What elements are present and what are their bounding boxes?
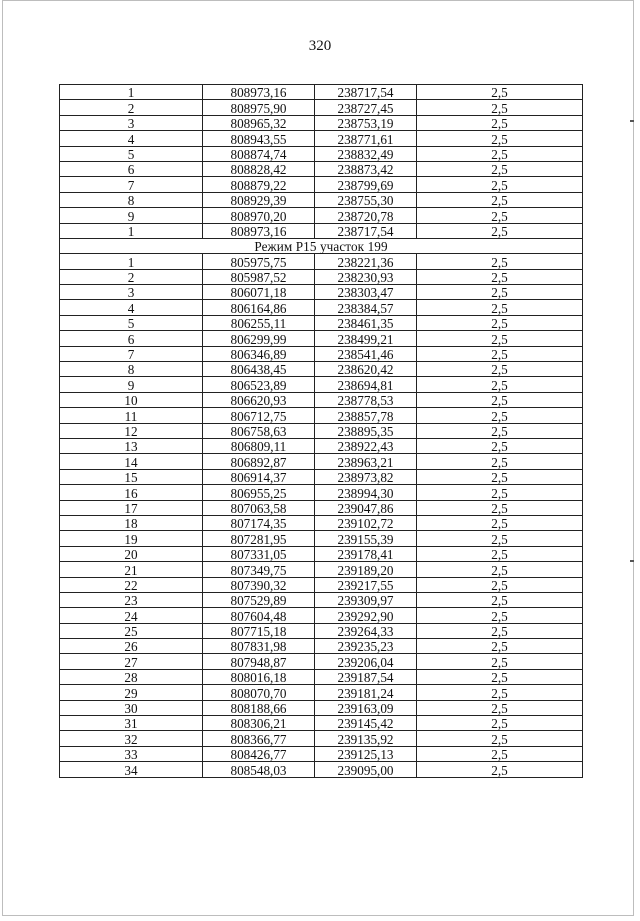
- y-coordinate-cell: 239292,90: [315, 608, 417, 623]
- point-number-cell: 34: [60, 762, 203, 777]
- y-coordinate-cell: 239217,55: [315, 577, 417, 592]
- table-row: [60, 285, 583, 300]
- scan-edge-mark: [630, 560, 634, 562]
- y-coordinate-cell: 239206,04: [315, 654, 417, 669]
- table-row: [60, 531, 583, 546]
- x-coordinate-cell: 808973,16: [203, 85, 315, 100]
- point-number-cell: 11: [60, 408, 203, 423]
- point-number-cell: 1: [60, 223, 203, 238]
- table-row: [60, 639, 583, 654]
- point-number-cell: 20: [60, 546, 203, 561]
- x-coordinate-cell: 805975,75: [203, 254, 315, 269]
- x-coordinate-cell: 807349,75: [203, 562, 315, 577]
- y-coordinate-cell: 238727,45: [315, 100, 417, 115]
- table-row: [60, 654, 583, 669]
- table-row: [60, 315, 583, 330]
- table-row: [60, 746, 583, 761]
- x-coordinate-cell: 806438,45: [203, 362, 315, 377]
- point-number-cell: 7: [60, 346, 203, 361]
- table-row: [60, 300, 583, 315]
- x-coordinate-cell: 808879,22: [203, 177, 315, 192]
- x-coordinate-cell: 807174,35: [203, 515, 315, 530]
- table-row: [60, 377, 583, 392]
- coordinates-table: [59, 84, 583, 778]
- point-number-cell: 7: [60, 177, 203, 192]
- y-coordinate-cell: 238384,57: [315, 300, 417, 315]
- table-row: [60, 408, 583, 423]
- table-row: [60, 423, 583, 438]
- width-cell: 2,5: [417, 623, 583, 638]
- y-coordinate-cell: 239145,42: [315, 716, 417, 731]
- x-coordinate-cell: 807715,18: [203, 623, 315, 638]
- width-cell: 2,5: [417, 654, 583, 669]
- y-coordinate-cell: 238857,78: [315, 408, 417, 423]
- x-coordinate-cell: 808943,55: [203, 131, 315, 146]
- point-number-cell: 29: [60, 685, 203, 700]
- y-coordinate-cell: 238895,35: [315, 423, 417, 438]
- x-coordinate-cell: 806809,11: [203, 438, 315, 453]
- width-cell: 2,5: [417, 716, 583, 731]
- x-coordinate-cell: 808970,20: [203, 208, 315, 223]
- table-row: [60, 223, 583, 238]
- width-cell: 2,5: [417, 531, 583, 546]
- y-coordinate-cell: 239095,00: [315, 762, 417, 777]
- width-cell: 2,5: [417, 685, 583, 700]
- point-number-cell: 27: [60, 654, 203, 669]
- y-coordinate-cell: 238499,21: [315, 331, 417, 346]
- y-coordinate-cell: 239135,92: [315, 731, 417, 746]
- y-coordinate-cell: 239163,09: [315, 700, 417, 715]
- y-coordinate-cell: 238461,35: [315, 315, 417, 330]
- point-number-cell: 28: [60, 669, 203, 684]
- x-coordinate-cell: 806255,11: [203, 315, 315, 330]
- table-row: [60, 608, 583, 623]
- x-coordinate-cell: 807281,95: [203, 531, 315, 546]
- width-cell: 2,5: [417, 146, 583, 161]
- point-number-cell: 5: [60, 315, 203, 330]
- width-cell: 2,5: [417, 408, 583, 423]
- width-cell: 2,5: [417, 515, 583, 530]
- x-coordinate-cell: 806955,25: [203, 485, 315, 500]
- x-coordinate-cell: 805987,52: [203, 269, 315, 284]
- coordinates-table-body: [60, 85, 583, 778]
- table-row: [60, 392, 583, 407]
- point-number-cell: 26: [60, 639, 203, 654]
- x-coordinate-cell: 808306,21: [203, 716, 315, 731]
- point-number-cell: 9: [60, 377, 203, 392]
- width-cell: 2,5: [417, 546, 583, 561]
- y-coordinate-cell: 238799,69: [315, 177, 417, 192]
- point-number-cell: 18: [60, 515, 203, 530]
- width-cell: 2,5: [417, 469, 583, 484]
- table-row: [60, 161, 583, 176]
- table-row: [60, 85, 583, 100]
- x-coordinate-cell: 806299,99: [203, 331, 315, 346]
- width-cell: 2,5: [417, 485, 583, 500]
- width-cell: 2,5: [417, 85, 583, 100]
- table-row: [60, 362, 583, 377]
- point-number-cell: 4: [60, 131, 203, 146]
- x-coordinate-cell: 808548,03: [203, 762, 315, 777]
- table-row: [60, 131, 583, 146]
- x-coordinate-cell: 808426,77: [203, 746, 315, 761]
- x-coordinate-cell: 808965,32: [203, 115, 315, 130]
- point-number-cell: 17: [60, 500, 203, 515]
- table-row: [60, 331, 583, 346]
- table-row: [60, 577, 583, 592]
- width-cell: 2,5: [417, 115, 583, 130]
- point-number-cell: 22: [60, 577, 203, 592]
- x-coordinate-cell: 806523,89: [203, 377, 315, 392]
- x-coordinate-cell: 808975,90: [203, 100, 315, 115]
- width-cell: 2,5: [417, 762, 583, 777]
- point-number-cell: 9: [60, 208, 203, 223]
- width-cell: 2,5: [417, 285, 583, 300]
- y-coordinate-cell: 238720,78: [315, 208, 417, 223]
- y-coordinate-cell: 238771,61: [315, 131, 417, 146]
- point-number-cell: 23: [60, 592, 203, 607]
- width-cell: 2,5: [417, 223, 583, 238]
- point-number-cell: 2: [60, 100, 203, 115]
- x-coordinate-cell: 807604,48: [203, 608, 315, 623]
- table-row: [60, 192, 583, 207]
- y-coordinate-cell: 238717,54: [315, 223, 417, 238]
- y-coordinate-cell: 238994,30: [315, 485, 417, 500]
- width-cell: 2,5: [417, 254, 583, 269]
- width-cell: 2,5: [417, 192, 583, 207]
- x-coordinate-cell: 807331,05: [203, 546, 315, 561]
- width-cell: 2,5: [417, 438, 583, 453]
- y-coordinate-cell: 239047,86: [315, 500, 417, 515]
- width-cell: 2,5: [417, 377, 583, 392]
- table-row: [60, 669, 583, 684]
- point-number-cell: 5: [60, 146, 203, 161]
- y-coordinate-cell: 238230,93: [315, 269, 417, 284]
- page-number: 320: [308, 38, 332, 54]
- point-number-cell: 3: [60, 285, 203, 300]
- x-coordinate-cell: 806164,86: [203, 300, 315, 315]
- width-cell: 2,5: [417, 269, 583, 284]
- y-coordinate-cell: 238753,19: [315, 115, 417, 130]
- point-number-cell: 2: [60, 269, 203, 284]
- section-title: Режим Р15 участок 199: [60, 238, 583, 253]
- point-number-cell: 30: [60, 700, 203, 715]
- width-cell: 2,5: [417, 577, 583, 592]
- point-number-cell: 21: [60, 562, 203, 577]
- point-number-cell: 13: [60, 438, 203, 453]
- width-cell: 2,5: [417, 500, 583, 515]
- table-row: [60, 485, 583, 500]
- width-cell: 2,5: [417, 608, 583, 623]
- table-row: [60, 592, 583, 607]
- table-row: [60, 716, 583, 731]
- y-coordinate-cell: 238694,81: [315, 377, 417, 392]
- point-number-cell: 1: [60, 85, 203, 100]
- width-cell: 2,5: [417, 131, 583, 146]
- width-cell: 2,5: [417, 362, 583, 377]
- x-coordinate-cell: 807831,98: [203, 639, 315, 654]
- y-coordinate-cell: 238221,36: [315, 254, 417, 269]
- width-cell: 2,5: [417, 592, 583, 607]
- table-row: [60, 562, 583, 577]
- table-row: [60, 208, 583, 223]
- x-coordinate-cell: 807390,32: [203, 577, 315, 592]
- width-cell: 2,5: [417, 315, 583, 330]
- y-coordinate-cell: 239187,54: [315, 669, 417, 684]
- width-cell: 2,5: [417, 731, 583, 746]
- y-coordinate-cell: 238973,82: [315, 469, 417, 484]
- point-number-cell: 15: [60, 469, 203, 484]
- width-cell: 2,5: [417, 300, 583, 315]
- width-cell: 2,5: [417, 161, 583, 176]
- table-row: [60, 177, 583, 192]
- y-coordinate-cell: 238778,53: [315, 392, 417, 407]
- width-cell: 2,5: [417, 669, 583, 684]
- width-cell: 2,5: [417, 177, 583, 192]
- x-coordinate-cell: 808188,66: [203, 700, 315, 715]
- x-coordinate-cell: 806892,87: [203, 454, 315, 469]
- point-number-cell: 16: [60, 485, 203, 500]
- x-coordinate-cell: 807529,89: [203, 592, 315, 607]
- table-row: [60, 269, 583, 284]
- point-number-cell: 12: [60, 423, 203, 438]
- y-coordinate-cell: 239189,20: [315, 562, 417, 577]
- y-coordinate-cell: 238755,30: [315, 192, 417, 207]
- x-coordinate-cell: 808874,74: [203, 146, 315, 161]
- table-row: [60, 685, 583, 700]
- point-number-cell: 6: [60, 331, 203, 346]
- point-number-cell: 24: [60, 608, 203, 623]
- y-coordinate-cell: 238303,47: [315, 285, 417, 300]
- y-coordinate-cell: 239181,24: [315, 685, 417, 700]
- point-number-cell: 33: [60, 746, 203, 761]
- x-coordinate-cell: 806071,18: [203, 285, 315, 300]
- width-cell: 2,5: [417, 562, 583, 577]
- x-coordinate-cell: 808016,18: [203, 669, 315, 684]
- table-row: [60, 454, 583, 469]
- point-number-cell: 4: [60, 300, 203, 315]
- table-row: [60, 254, 583, 269]
- table-row: [60, 100, 583, 115]
- table-row: [60, 500, 583, 515]
- y-coordinate-cell: 239155,39: [315, 531, 417, 546]
- x-coordinate-cell: 807948,87: [203, 654, 315, 669]
- y-coordinate-cell: 238541,46: [315, 346, 417, 361]
- x-coordinate-cell: 807063,58: [203, 500, 315, 515]
- table-row: [60, 469, 583, 484]
- y-coordinate-cell: 239102,72: [315, 515, 417, 530]
- width-cell: 2,5: [417, 454, 583, 469]
- x-coordinate-cell: 808973,16: [203, 223, 315, 238]
- table-row: [60, 623, 583, 638]
- x-coordinate-cell: 806346,89: [203, 346, 315, 361]
- x-coordinate-cell: 808366,77: [203, 731, 315, 746]
- width-cell: 2,5: [417, 746, 583, 761]
- x-coordinate-cell: 808070,70: [203, 685, 315, 700]
- y-coordinate-cell: 238832,49: [315, 146, 417, 161]
- table-row: [60, 731, 583, 746]
- y-coordinate-cell: 238922,43: [315, 438, 417, 453]
- y-coordinate-cell: 238963,21: [315, 454, 417, 469]
- point-number-cell: 31: [60, 716, 203, 731]
- width-cell: 2,5: [417, 100, 583, 115]
- table-row: [60, 762, 583, 777]
- point-number-cell: 25: [60, 623, 203, 638]
- point-number-cell: 14: [60, 454, 203, 469]
- point-number-cell: 8: [60, 192, 203, 207]
- point-number-cell: 3: [60, 115, 203, 130]
- point-number-cell: 8: [60, 362, 203, 377]
- x-coordinate-cell: 806712,75: [203, 408, 315, 423]
- y-coordinate-cell: 239178,41: [315, 546, 417, 561]
- x-coordinate-cell: 806914,37: [203, 469, 315, 484]
- width-cell: 2,5: [417, 700, 583, 715]
- width-cell: 2,5: [417, 346, 583, 361]
- y-coordinate-cell: 239235,23: [315, 639, 417, 654]
- y-coordinate-cell: 239309,97: [315, 592, 417, 607]
- point-number-cell: 1: [60, 254, 203, 269]
- width-cell: 2,5: [417, 423, 583, 438]
- x-coordinate-cell: 808828,42: [203, 161, 315, 176]
- scan-edge-mark: [630, 120, 634, 122]
- point-number-cell: 10: [60, 392, 203, 407]
- width-cell: 2,5: [417, 639, 583, 654]
- x-coordinate-cell: 806620,93: [203, 392, 315, 407]
- y-coordinate-cell: 239125,13: [315, 746, 417, 761]
- point-number-cell: 6: [60, 161, 203, 176]
- width-cell: 2,5: [417, 392, 583, 407]
- point-number-cell: 19: [60, 531, 203, 546]
- table-row: [60, 515, 583, 530]
- y-coordinate-cell: 238873,42: [315, 161, 417, 176]
- table-row: [60, 346, 583, 361]
- x-coordinate-cell: 808929,39: [203, 192, 315, 207]
- table-row: [60, 700, 583, 715]
- section-header-row: [60, 238, 583, 253]
- point-number-cell: 32: [60, 731, 203, 746]
- y-coordinate-cell: 239264,33: [315, 623, 417, 638]
- table-row: [60, 546, 583, 561]
- y-coordinate-cell: 238620,42: [315, 362, 417, 377]
- width-cell: 2,5: [417, 208, 583, 223]
- x-coordinate-cell: 806758,63: [203, 423, 315, 438]
- width-cell: 2,5: [417, 331, 583, 346]
- table-row: [60, 146, 583, 161]
- y-coordinate-cell: 238717,54: [315, 85, 417, 100]
- table-row: [60, 115, 583, 130]
- table-row: [60, 438, 583, 453]
